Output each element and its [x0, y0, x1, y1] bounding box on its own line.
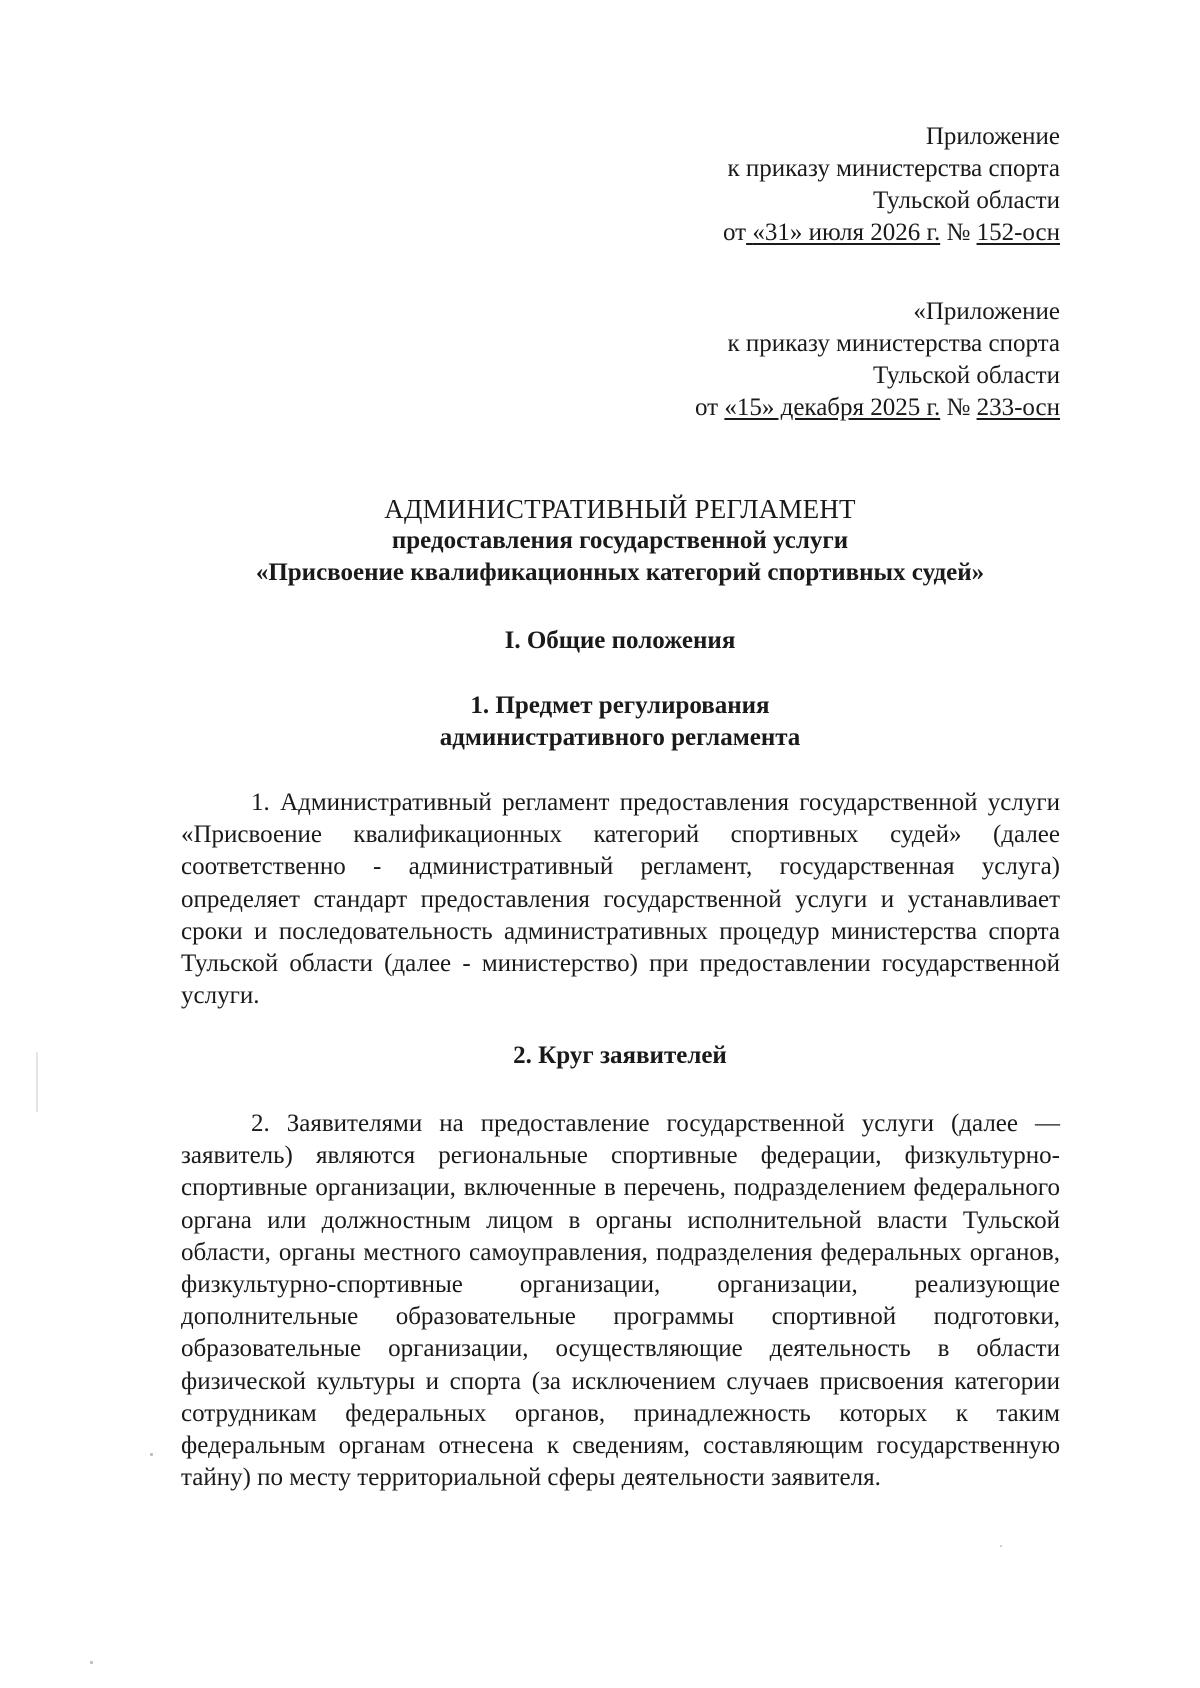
- appendix-label: Приложение: [925, 123, 1060, 150]
- appendix-order-reference: к приказу министерства спорта: [727, 330, 1060, 357]
- scan-artifact: [150, 1453, 153, 1456]
- appendix-header-previous: [695, 296, 1060, 424]
- appendix-region: Тульской области: [873, 187, 1060, 214]
- scan-artifact: [90, 1661, 93, 1664]
- service-name: «Присвоение квалификационных категорий спортивных судей»: [255, 559, 985, 586]
- scan-artifact: [1000, 1545, 1002, 1547]
- order-number-sign: №: [946, 394, 971, 421]
- appendix-order-line: [695, 392, 1060, 424]
- order-prefix: от: [695, 394, 719, 421]
- appendix-order-line: [723, 217, 1060, 249]
- order-prefix: от: [723, 219, 747, 246]
- scan-artifact: [36, 1052, 38, 1112]
- subsection-heading-applicants: 2. Круг заявителей: [513, 1042, 727, 1069]
- document-title: АДМИНИСТРАТИВНЫЙ РЕГЛАМЕНТ: [384, 494, 856, 524]
- order-number-sign: №: [946, 219, 971, 246]
- order-date: «15» декабря 2025 г.: [724, 394, 941, 421]
- order-date: «31» июля 2026 г.: [752, 219, 941, 246]
- section-heading-general-provisions: I. Общие положения: [504, 627, 736, 654]
- appendix-header-current: [723, 121, 1060, 249]
- document-subtitle: предоставления государственной услуги: [391, 527, 849, 554]
- paragraph-applicants: 2. Заявителями на предоставление государственной услуги (далее — заявитель) являются региональные спортивные федерации, физкультурно-спортивные организации, включенные в перечень, подразделением федерального органа или должностным лицом в органы исполнительной власти Тульской области, органы местного самоуправления, подразделения федеральных органов, физкультурно-спортивные организации, организации, реализующие дополнительные образовательные программы спортивной подготовки, образовательные организации, осуществляющие деятельность в области физической культуры и спорта (за исключением случаев присвоения категории сотрудникам федеральных органов, принадлежность которых к таким федеральным органам отнесена к сведениям, составляющим государственную тайну) по месту территориальной сферы деятельности заявителя.: [181, 1110, 1060, 1492]
- order-number: 152-осн: [976, 219, 1060, 246]
- appendix-label: «Приложение: [913, 298, 1060, 325]
- subsection-heading-regulation-subject: 1. Предмет регулирования административного регламента: [439, 692, 801, 751]
- appendix-order-reference: к приказу министерства спорта: [727, 155, 1060, 182]
- paragraph-regulation-subject: 1. Административный регламент предоставления государственной услуги «Присвоение квалификационных категорий спортивных судей» (далее соответственно - административный регламент, государственная услуга) определяет стандарт предоставления государственной услуги и устанавливает сроки и последовательность административных процедур министерства спорта Тульской области (далее - министерство) при предоставлении государственной услуги.: [181, 789, 1060, 1010]
- order-number: 233-осн: [976, 394, 1060, 421]
- appendix-region: Тульской области: [873, 362, 1060, 389]
- document-title-block: [180, 493, 1060, 589]
